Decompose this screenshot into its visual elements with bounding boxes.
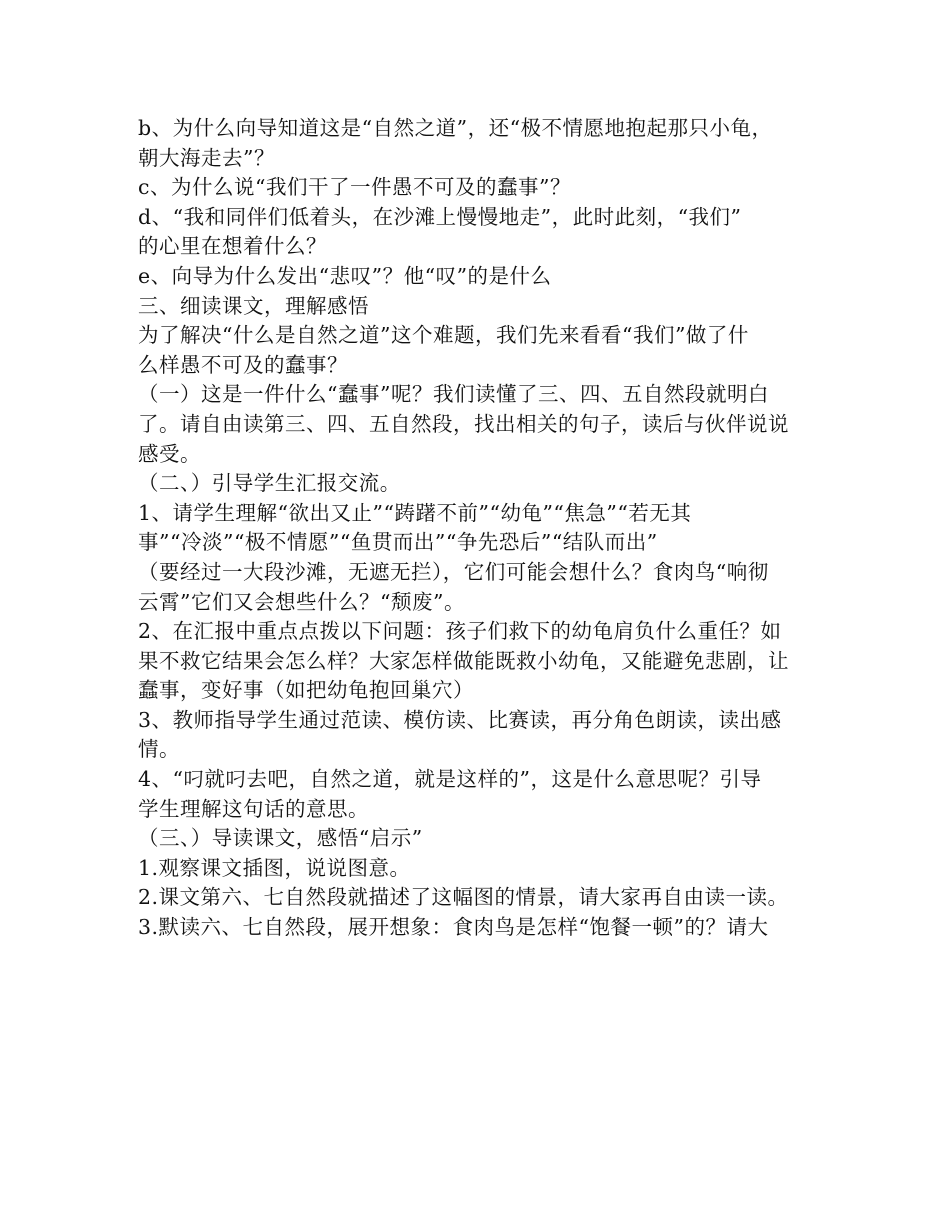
text-line: d、“我和同伴们低着头，在沙滩上慢慢地走”，此时此刻，“我们” <box>138 204 742 229</box>
text-line: 感受。 <box>138 441 201 466</box>
text-line: 3、教师指导学生通过范读、模仿读、比赛读，再分角色朗读，读出感 <box>138 707 782 732</box>
text-line: 么样愚不可及的蠢事？ <box>138 352 348 377</box>
text-line: 的心里在想着什么？ <box>138 234 327 259</box>
text-line: 1.观察课文插图，说说图意。 <box>138 855 411 880</box>
section-heading: 三、细读课文，理解感悟 <box>138 293 369 318</box>
text-line: e、向导为什么发出“悲叹”？他“叹”的是什么 <box>138 263 552 288</box>
text-line: 3.默读六、七自然段，展开想象：食肉鸟是怎样“饱餐一顿”的？请大 <box>138 915 769 940</box>
text-line: 学生理解这句话的意思。 <box>138 796 369 821</box>
text-line: 4、“叼就叼去吧，自然之道，就是这样的”，这是什么意思呢？引导 <box>138 767 762 792</box>
text-line: 情。 <box>138 737 180 762</box>
text-line: （要经过一大段沙滩，无遮无拦），它们可能会想什么？食肉鸟“响彻 <box>138 559 769 584</box>
text-line: 为了解决“什么是自然之道”这个难题，我们先来看看“我们”做了什 <box>138 323 749 348</box>
document-body <box>138 114 828 943</box>
text-line: b、为什么向导知道这是“自然之道”，还“极不情愿地抱起那只小龟， <box>138 116 773 140</box>
text-line: 了。请自由读第三、四、五自然段，找出相关的句子，读后与伙伴说说 <box>138 411 789 436</box>
text-line: 蠢事，变好事（如把幼龟抱回巢穴） <box>138 678 474 703</box>
text-line: 2.课文第六、七自然段就描述了这幅图的情景，请大家再自由读一读。 <box>138 885 789 910</box>
text-line: 事”“冷淡”“极不情愿”“鱼贯而出”“争先恐后”“结队而出” <box>138 530 658 555</box>
text-line: 1、请学生理解“欲出又止”“踌躇不前”“幼龟”“焦急”“若无其 <box>138 500 692 525</box>
text-line: 云霄”它们又会想些什么？“颓废”。 <box>138 589 465 614</box>
text-line: 2、在汇报中重点点拨以下问题：孩子们救下的幼龟肩负什么重任？如 <box>138 619 782 644</box>
text-line: 朝大海走去”？ <box>138 145 275 170</box>
subsection-heading: （三、）导读课文，感悟“启示” <box>138 826 423 851</box>
text-line: （一）这是一件什么“蠢事”呢？我们读懂了三、四、五自然段就明白 <box>138 382 769 407</box>
text-line: 果不救它结果会怎么样？大家怎样做能既救小幼龟，又能避免悲剧，让 <box>138 648 789 673</box>
text-line: c、为什么说“我们干了一件愚不可及的蠢事”？ <box>138 175 571 200</box>
subsection-heading: （二、）引导学生汇报交流。 <box>138 471 401 496</box>
